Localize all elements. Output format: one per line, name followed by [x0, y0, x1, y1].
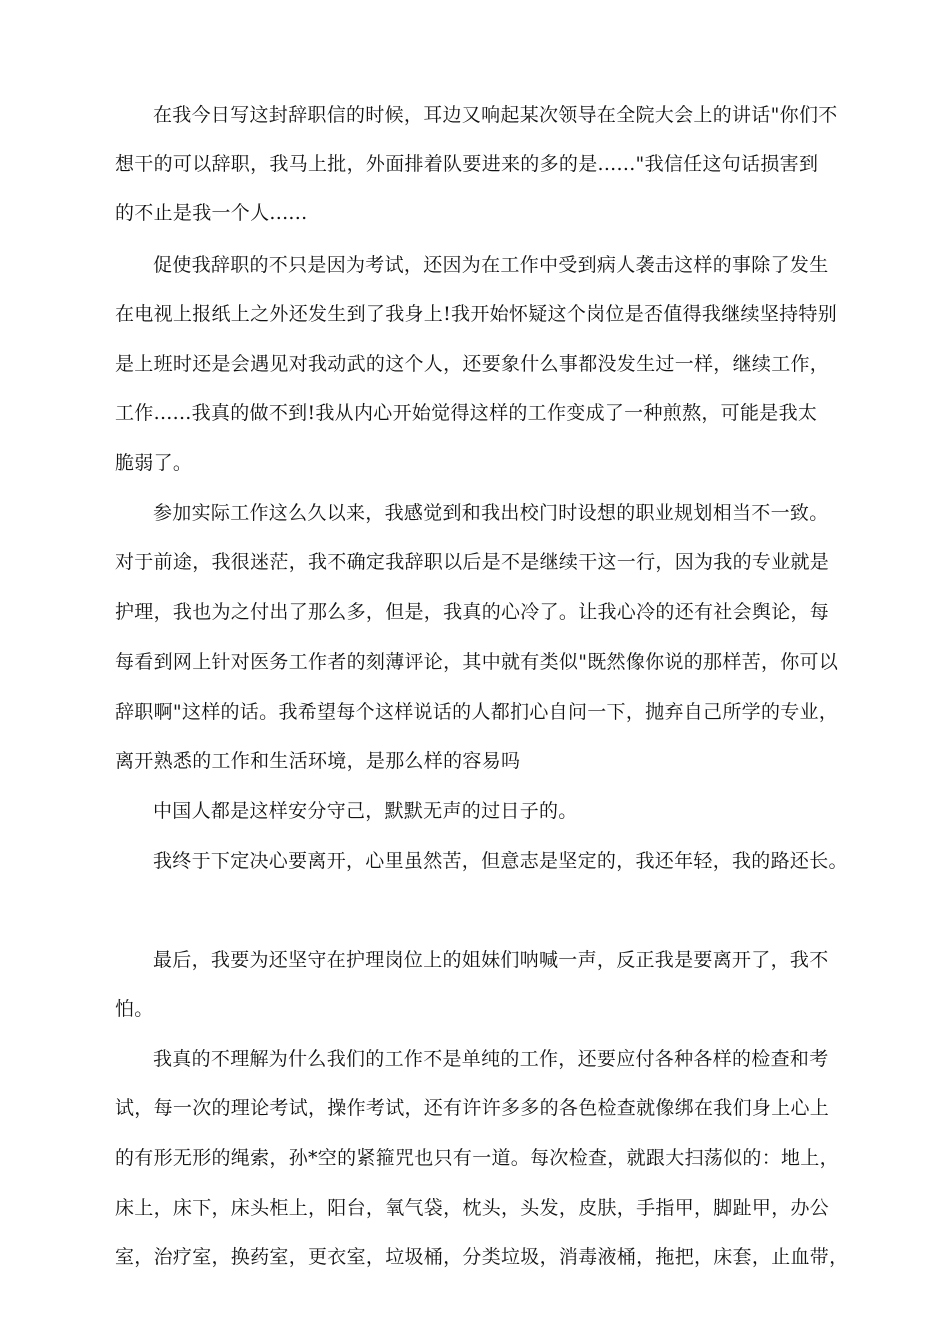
- text-line: 参加实际工作这么久以来，我感觉到和我出校门时设想的职业规划相当不一致。: [153, 502, 829, 524]
- text-line: 是上班时还是会遇见对我动武的这个人，还要象什么事都没发生过一样，继续工作，: [115, 353, 830, 375]
- text-line: 对于前途，我很迷茫，我不确定我辞职以后是不是继续干这一行，因为我的专业就是: [115, 551, 830, 573]
- text-line: 护理，我也为之付出了那么多，但是，我真的心冷了。让我心冷的还有社会舆论，每: [115, 601, 830, 623]
- text-line: 工作......我真的做不到!我从内心开始觉得这样的工作变成了一种煎熬，可能是我太: [115, 402, 818, 424]
- text-line: 中国人都是这样安分守己，默默无声的过日子的。: [153, 800, 578, 822]
- text-line: 室，治疗室，换药室，更衣室，垃圾桶，分类垃圾，消毒液桶，拖把，床套，止血带，: [115, 1246, 849, 1268]
- text-line: 促使我辞职的不只是因为考试，还因为在工作中受到病人袭击这样的事除了发生: [153, 254, 829, 276]
- text-line: 的不止是我一个人......: [115, 202, 308, 224]
- text-line: 床上，床下，床头柜上，阳台，氧气袋，枕头，头发，皮肤，手指甲，脚趾甲，办公: [115, 1197, 830, 1219]
- text-line: 每看到网上针对医务工作者的刻薄评论，其中就有类似"既然像你说的那样苦，你可以: [115, 651, 839, 673]
- text-line: 最后，我要为还坚守在护理岗位上的姐妹们呐喊一声，反正我是要离开了，我不: [153, 949, 829, 971]
- text-line: 在电视上报纸上之外还发生到了我身上!我开始怀疑这个岗位是否值得我继续坚持特别: [115, 303, 838, 325]
- text-line: 怕。: [115, 998, 154, 1020]
- text-line: 想干的可以辞职，我马上批，外面排着队要进来的多的是......"我信任这句话损害到: [115, 153, 819, 175]
- text-line: 我真的不理解为什么我们的工作不是单纯的工作，还要应付各种各样的检查和考: [153, 1048, 829, 1070]
- text-line: 辞职啊"这样的话。我希望每个这样说话的人都扪心自问一下，抛弃自己所学的专业，: [115, 701, 839, 723]
- text-line: 脆弱了。: [115, 452, 193, 474]
- text-line: 离开熟悉的工作和生活环境，是那么样的容易吗: [115, 750, 521, 772]
- text-line: 我终于下定决心要离开，心里虽然苦，但意志是坚定的，我还年轻，我的路还长。: [153, 850, 848, 872]
- text-line: 的有形无形的绳索，孙*空的紧箍咒也只有一道。每次检查，就跟大扫荡似的：地上，: [115, 1147, 839, 1169]
- text-line: 试，每一次的理论考试，操作考试，还有许许多多的各色检查就像绑在我们身上心上: [115, 1097, 830, 1119]
- text-line: 在我今日写这封辞职信的时候，耳边又响起某次领导在全院大会上的讲话"你们不: [153, 104, 838, 126]
